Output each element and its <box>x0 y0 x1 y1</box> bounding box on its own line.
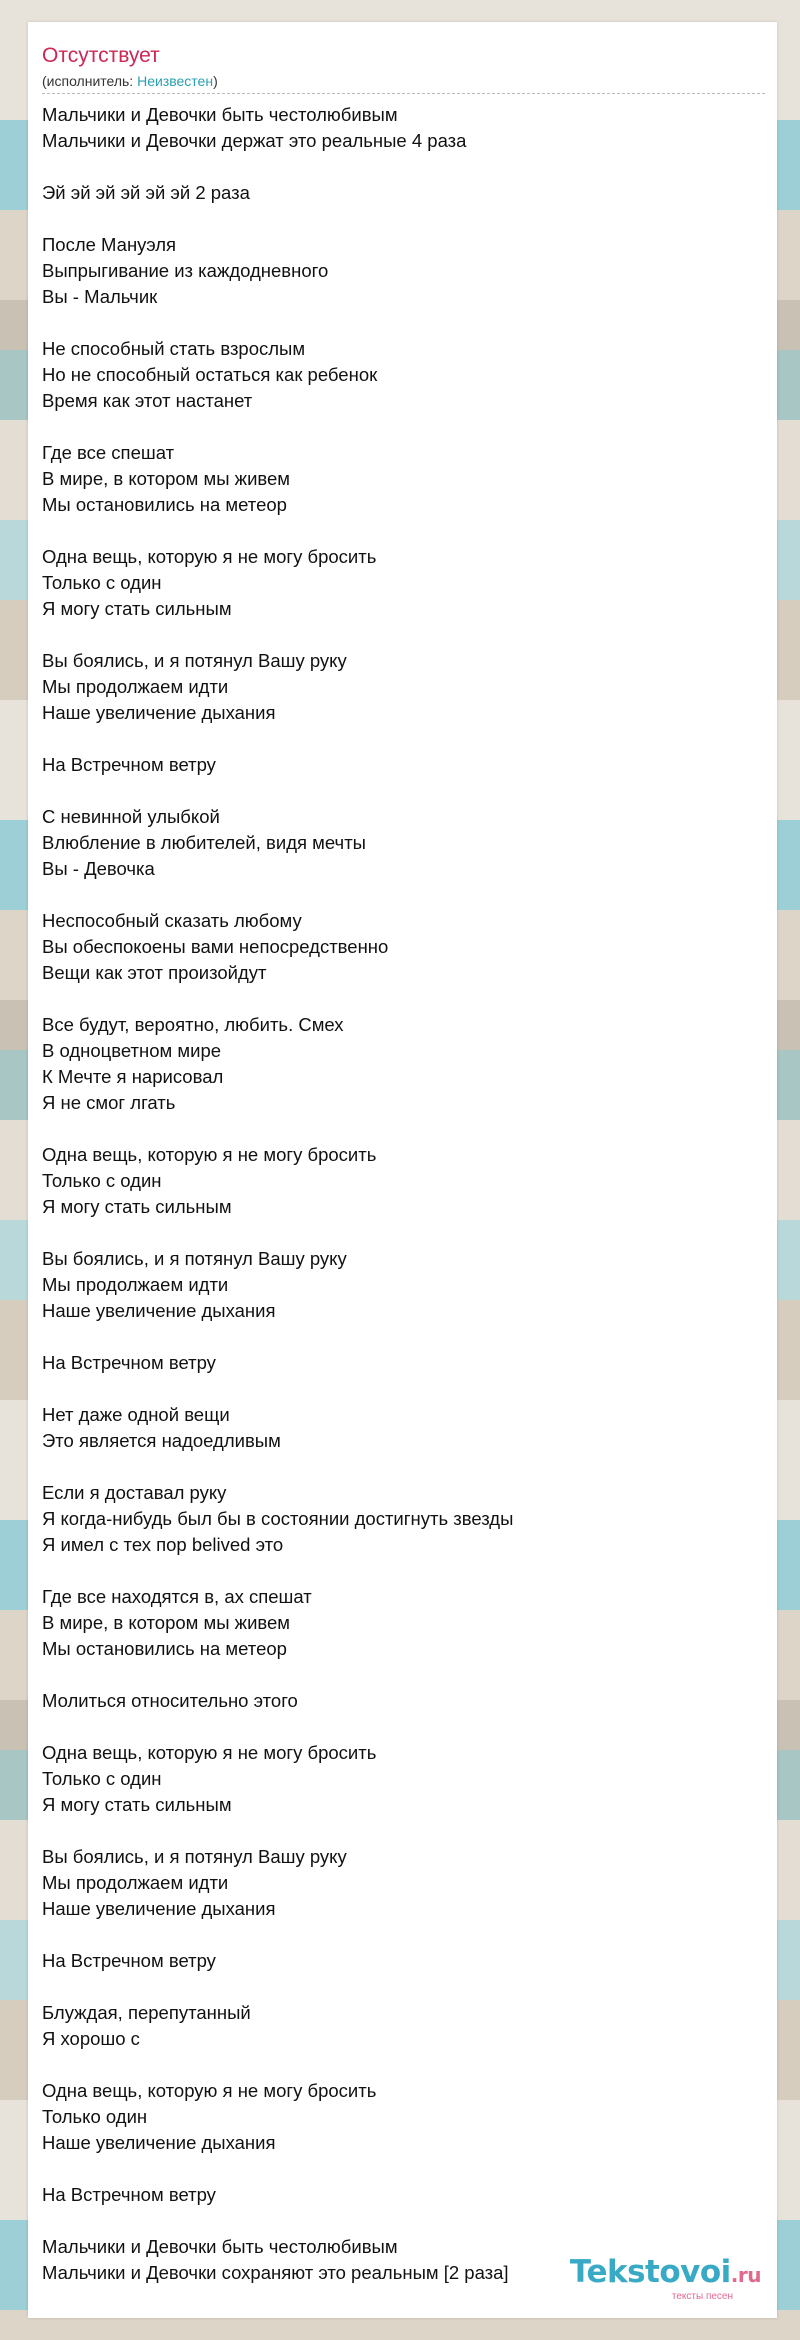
lyric-line: На Встречном ветру <box>42 2184 216 2205</box>
logo-text: Tekstovoi <box>569 2254 731 2290</box>
lyric-line: Наше увеличение дыхания <box>42 2132 276 2153</box>
lyric-line: Только с один <box>42 572 162 593</box>
lyric-line: Я могу стать сильным <box>42 598 232 619</box>
lyric-line: Мальчики и Девочки быть честолюбивым <box>42 104 398 125</box>
lyric-line: Мальчики и Девочки быть честолюбивым <box>42 2236 398 2257</box>
lyric-line: Все будут, вероятно, любить. Смех <box>42 1014 344 1035</box>
lyric-line: Вы обеспокоены вами непосредственно <box>42 936 389 957</box>
lyric-line: К Мечте я нарисовал <box>42 1066 224 1087</box>
lyric-line: Молиться относительно этого <box>42 1690 298 1711</box>
lyric-line: Мы продолжаем идти <box>42 1274 229 1295</box>
lyric-line: Эй эй эй эй эй эй 2 раза <box>42 182 250 203</box>
lyric-line: Я не смог лгать <box>42 1092 176 1113</box>
lyric-line: Я могу стать сильным <box>42 1196 232 1217</box>
lyric-line: Наше увеличение дыхания <box>42 1300 276 1321</box>
lyrics-stanza <box>42 1480 762 1558</box>
lyric-line: Только с один <box>42 1170 162 1191</box>
lyrics-stanza <box>42 1246 762 1324</box>
lyric-line: Я могу стать сильным <box>42 1794 232 1815</box>
lyric-line: В мире, в котором мы живем <box>42 1612 291 1633</box>
lyrics-stanza <box>42 804 762 882</box>
lyrics-stanza <box>42 2000 762 2052</box>
lyrics-stanza <box>42 180 762 206</box>
lyric-line: Только один <box>42 2106 148 2127</box>
lyric-line: В мире, в котором мы живем <box>42 468 291 489</box>
lyric-line: Время как этот настанет <box>42 390 253 411</box>
lyric-line: На Встречном ветру <box>42 1352 216 1373</box>
lyric-line: Неспособный сказать любому <box>42 910 302 931</box>
lyrics-body <box>42 102 762 2312</box>
lyric-line: Где все находятся в, ах спешат <box>42 1586 312 1607</box>
lyric-line: Мы продолжаем идти <box>42 1872 229 1893</box>
site-logo[interactable] <box>570 2256 761 2302</box>
lyric-line: Мы остановились на метеор <box>42 494 287 515</box>
lyrics-stanza <box>42 1688 762 1714</box>
artist-line <box>42 73 218 89</box>
lyric-line: Мы продолжаем идти <box>42 676 229 697</box>
lyrics-stanza <box>42 232 762 310</box>
lyrics-card <box>28 22 777 2318</box>
lyrics-stanza <box>42 1350 762 1376</box>
lyric-line: Влюбление в любителей, видя мечты <box>42 832 366 853</box>
artist-link[interactable]: Неизвестен <box>137 73 214 89</box>
lyric-line: Одна вещь, которую я не могу бросить <box>42 546 377 567</box>
lyric-line: Блуждая, перепутанный <box>42 2002 251 2023</box>
lyrics-stanza <box>42 908 762 986</box>
lyric-line: Наше увеличение дыхания <box>42 1898 276 1919</box>
lyrics-stanza <box>42 2078 762 2156</box>
lyrics-stanza <box>42 1844 762 1922</box>
lyric-line: Я имел с тех пор belived это <box>42 1534 284 1555</box>
lyrics-stanza <box>42 752 762 778</box>
lyrics-stanza <box>42 440 762 518</box>
lyrics-stanza <box>42 336 762 414</box>
lyric-line: Мальчики и Девочки сохраняют это реальным [2 раза] <box>42 2262 509 2283</box>
artist-suffix: ) <box>213 73 218 89</box>
lyric-line: Наше увеличение дыхания <box>42 702 276 723</box>
lyric-line: Мы остановились на метеор <box>42 1638 287 1659</box>
header-divider <box>42 93 765 94</box>
lyric-line: Не способный стать взрослым <box>42 338 306 359</box>
lyric-line: Вы боялись, и я потянул Вашу руку <box>42 1248 347 1269</box>
lyrics-stanza <box>42 1740 762 1818</box>
lyrics-stanza <box>42 1584 762 1662</box>
lyric-line: Я когда-нибудь был бы в состоянии достигнуть звезды <box>42 1508 514 1529</box>
lyric-line: После Мануэля <box>42 234 177 255</box>
lyric-line: Где все спешат <box>42 442 175 463</box>
lyrics-stanza <box>42 544 762 622</box>
lyrics-stanza <box>42 648 762 726</box>
lyric-line: Одна вещь, которую я не могу бросить <box>42 2080 377 2101</box>
lyric-line: Но не способный остаться как ребенок <box>42 364 378 385</box>
song-title: Отсутствует <box>42 44 160 67</box>
lyric-line: Мальчики и Девочки держат это реальные 4 раза <box>42 130 467 151</box>
lyric-line: С невинной улыбкой <box>42 806 220 827</box>
lyric-line: Только с один <box>42 1768 162 1789</box>
lyric-line: Вы боялись, и я потянул Вашу руку <box>42 650 347 671</box>
lyric-line: Нет даже одной вещи <box>42 1404 230 1425</box>
lyric-line: Я хорошо с <box>42 2028 140 2049</box>
lyrics-stanza <box>42 1142 762 1220</box>
lyric-line: Выпрыгивание из каждодневного <box>42 260 329 281</box>
lyric-line: Одна вещь, которую я не могу бросить <box>42 1144 377 1165</box>
lyric-line: В одноцветном мире <box>42 1040 222 1061</box>
artist-prefix: (исполнитель: <box>42 73 138 89</box>
logo-tld: .ru <box>730 2263 761 2287</box>
lyric-line: Если я доставал руку <box>42 1482 227 1503</box>
lyric-line: Вещи как этот произойдут <box>42 962 267 983</box>
lyrics-stanza <box>42 1402 762 1454</box>
lyric-line: На Встречном ветру <box>42 1950 216 1971</box>
lyric-line: Вы - Мальчик <box>42 286 158 307</box>
logo-tagline: тексты песен <box>671 2291 733 2302</box>
lyrics-stanza <box>42 2182 762 2208</box>
lyric-line: Это является надоедливым <box>42 1430 281 1451</box>
lyric-line: На Встречном ветру <box>42 754 216 775</box>
lyrics-stanza <box>42 1948 762 1974</box>
lyric-line: Вы боялись, и я потянул Вашу руку <box>42 1846 347 1867</box>
lyrics-stanza <box>42 1012 762 1116</box>
lyric-line: Вы - Девочка <box>42 858 155 879</box>
lyrics-stanza <box>42 102 762 154</box>
lyric-line: Одна вещь, которую я не могу бросить <box>42 1742 377 1763</box>
